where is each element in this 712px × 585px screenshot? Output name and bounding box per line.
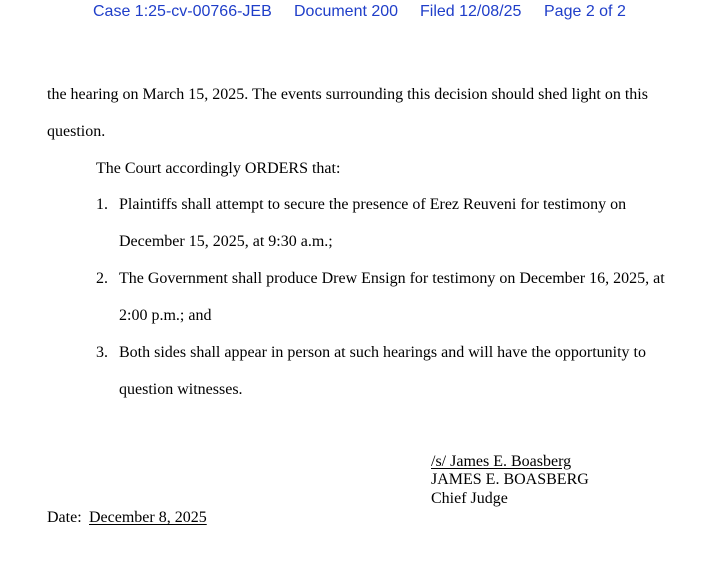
order-item-text: The Government shall produce Drew Ensign for testimony on December 16, 2025, at [119,270,665,287]
date-value: December 8, 2025 [89,509,207,526]
date-label: Date: [47,509,82,526]
order-item-text: Both sides shall appear in person at such hearings and will have the opportunity to [119,344,646,361]
order-item-number: 2. [96,270,108,287]
page-number: Page 2 of 2 [544,3,626,20]
order-item-text: December 15, 2025, at 9:30 a.m.; [119,233,333,250]
case-number: Case 1:25-cv-00766-JEB [93,3,272,20]
document-header [0,3,712,25]
order-item-text: Plaintiffs shall attempt to secure the presence of Erez Reuveni for testimony on [119,196,627,213]
filed-date: Filed 12/08/25 [420,3,522,20]
order-item-text: 2:00 p.m.; and [119,307,212,324]
order-item-number: 3. [96,344,108,361]
judge-title: Chief Judge [431,490,508,507]
judge-name: JAMES E. BOASBERG [431,471,589,488]
paragraph-line: the hearing on March 15, 2025. The events surrounding this decision should shed light on this [47,86,648,103]
signature-line: /s/ James E. Boasberg [431,453,572,470]
order-item-text: question witnesses. [119,381,243,398]
orders-intro: The Court accordingly ORDERS that: [96,160,341,177]
document-number: Document 200 [294,3,399,20]
order-item-number: 1. [96,196,108,213]
paragraph-line: question. [47,123,106,140]
